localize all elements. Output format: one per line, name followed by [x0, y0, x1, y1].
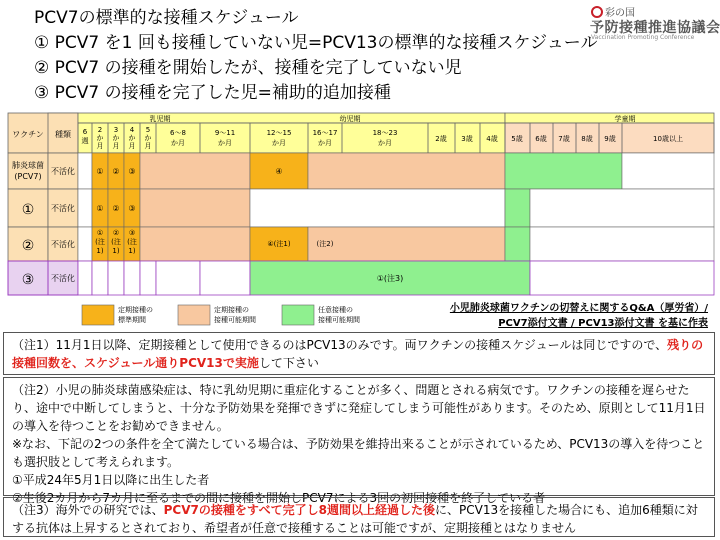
row-pcv7-dose3: ③ [128, 167, 136, 176]
age-5y: 5歳 [511, 135, 523, 143]
legend-possible-swatch [178, 305, 210, 325]
row-pcv7-type: 不活化 [51, 167, 75, 176]
row1-type: 不活化 [51, 204, 75, 213]
note-3-tail: に、PCV13を接種した場合にも、追加6種類に対する抗体は上昇するとされており、希望者が任意で接種することは可能ですが、定期接種とはなりません [12, 503, 698, 535]
row2-label: ② [21, 238, 35, 254]
header-school-band [505, 113, 714, 123]
row1-dose3: ③ [128, 204, 136, 213]
subtitle-case-3: ③ PCV7 の接種を完了した児=補助的追加接種 [34, 83, 391, 103]
note-3-highlight: PCV7の接種をすべて完了し8週間以上経過した後 [163, 503, 435, 517]
logo-name: 予防接種推進協議会 [590, 20, 720, 36]
row2-dose1: ① (注 1) [95, 229, 105, 255]
source-line-1: 小児肺炎球菌ワクチンの切替えに関するQ&A（厚労省）/ [449, 303, 708, 314]
age-4m: 4 か月 [128, 126, 136, 150]
legend-optional-swatch [282, 305, 314, 325]
age-7y: 7歳 [558, 135, 570, 143]
legend-possible-label: 定期接種の接種可能期間 [214, 306, 256, 324]
logo-org: 彩の国 [605, 8, 635, 19]
subtitle-case-1: ① PCV7 を1 回も接種していない児=PCV13の標準的な接種スケジュール [34, 33, 598, 53]
age-6y: 6歳 [535, 135, 547, 143]
age-5m: 5 か月 [144, 126, 152, 150]
age-9y: 9歳 [604, 135, 616, 143]
note-2-box [3, 377, 715, 505]
age-2y: 2歳 [435, 135, 447, 143]
note-1-tail: して下さい [258, 356, 319, 370]
note-2-condition-2: ②生後2カ月から7カ月に至るまでの間に接種を開始しPCV7による3回の初回接種を終了している者 [12, 491, 546, 505]
legend-standard-label: 定期接種の標準期間 [118, 306, 153, 324]
age-3y: 3歳 [461, 135, 473, 143]
age-18-23m: 18〜23 か月 [372, 129, 398, 147]
note-2-para-1: （注2）小児の肺炎球菌感染症は、特に乳幼児期に重症化することが多く、問題とされる病気です。ワクチンの接種を遅らせたり、途中で中断してしまうと、十分な予防効果を発揮できずに発症してしまう可能性があります。そのため、原則として11月1日の導入を待つことをお勧めできません。 [12, 383, 706, 433]
row-case-3 [8, 261, 714, 295]
group-school-label: 学童期 [614, 115, 636, 123]
age-8y: 8歳 [581, 135, 593, 143]
row2-dose4: ④(注1) [267, 240, 291, 248]
row-pcv7-label: 肺炎球菌(PCV7) [12, 161, 44, 181]
age-16-17m: 16〜17 か月 [312, 129, 338, 147]
age-10y-plus: 10歳以上 [653, 135, 683, 143]
note-3-box [3, 497, 715, 537]
logo-sub: Vaccination Promoting Conference [591, 34, 695, 41]
row-pcv7-dose1: ① [96, 167, 104, 176]
group-toddler-label: 幼児期 [339, 115, 361, 123]
age-4y: 4歳 [486, 135, 498, 143]
row-case-2 [8, 227, 714, 261]
row2-type: 不活化 [51, 240, 75, 249]
group-infant-label: 乳児期 [149, 115, 171, 123]
age-12-15m: 12〜15 か月 [266, 129, 292, 147]
legend-optional-label: 任意接種の接種可能期間 [318, 306, 360, 324]
header-type-label: 種類 [55, 130, 71, 139]
note-1-text: （注1）11月1日以降、定期接種として使用できるのはPCV13のみです。両ワクチンの接種スケジュールは同じですので、 [12, 338, 668, 352]
note-2-para-2: ※なお、下記の2つの条件を全て満たしている場合は、予防効果を維持出来ることが示されているため、PCV13の導入を待つことも選択肢として考えられます。 [12, 437, 705, 469]
legend [82, 305, 360, 325]
age-2m: 2 か月 [96, 126, 104, 150]
row2-note2: (注2) [316, 240, 334, 248]
age-3m: 3 か月 [112, 126, 120, 150]
row3-type: 不活化 [51, 274, 75, 283]
source-line-2: PCV7添付文書 / PCV13添付文書 を基に作表 [498, 318, 708, 329]
row2-dose3: ③ (注 1) [127, 229, 137, 255]
row2-dose2: ② (注 1) [111, 229, 121, 255]
age-9-11m: 9〜11 か月 [214, 129, 236, 147]
subtitle-case-2: ② PCV7 の接種を開始したが、接種を完了していない児 [34, 58, 462, 78]
header-vaccine-label: ワクチン [12, 130, 44, 139]
row-pcv7-dose4: ④ [275, 167, 283, 176]
page-title: PCV7の標準的な接種スケジュール [34, 8, 299, 28]
note-1-highlight: 残りの接種回数を、スケジュール通りPCV13で実施 [12, 338, 704, 370]
row-pcv7 [8, 153, 714, 189]
row-case-1 [8, 189, 714, 227]
row3-dose: ①(注3) [376, 274, 404, 283]
row3-label: ③ [21, 272, 35, 288]
row1-dose2: ② [112, 204, 120, 213]
note-2-condition-1: ①平成24年5月1日以降に出生した者 [12, 473, 210, 487]
age-6-8m: 6〜8 か月 [170, 129, 186, 147]
row1-dose1: ① [96, 204, 104, 213]
row-pcv7-dose2: ② [112, 167, 120, 176]
age-6w: 6 週 [81, 128, 89, 145]
note-1-box [3, 332, 715, 375]
header-infant-toddler-band [78, 113, 505, 123]
note-3-text: （注3）海外での研究では、 [12, 503, 164, 517]
row1-label: ① [21, 202, 35, 218]
legend-standard-swatch [82, 305, 114, 325]
